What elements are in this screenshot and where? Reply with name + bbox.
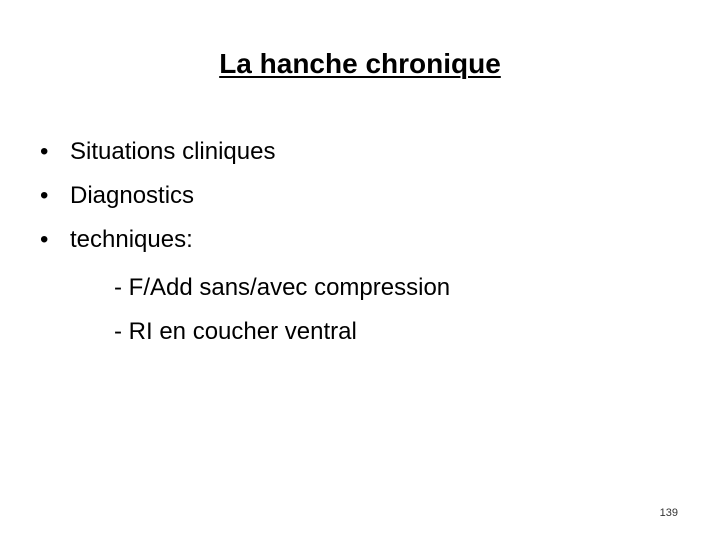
slide-title: La hanche chronique (219, 48, 501, 79)
bullet-item-techniques (40, 218, 275, 262)
sub-item-fadd: - F/Add sans/avec compression (114, 274, 451, 301)
bullet-item-situations (40, 130, 275, 174)
bullet-dot-icon: • (40, 182, 49, 209)
bullet-item-diagnostics (40, 174, 275, 218)
bullet-text: Diagnostics (70, 182, 195, 209)
page-number: 139 (659, 507, 678, 519)
bullet-dot-icon: • (40, 226, 49, 253)
bullet-text: techniques: (70, 226, 193, 253)
sub-item-ri: - RI en coucher ventral (114, 318, 357, 345)
bullet-list (40, 130, 275, 262)
bullet-text: Situations cliniques (70, 138, 276, 165)
bullet-dot-icon: • (40, 138, 49, 165)
